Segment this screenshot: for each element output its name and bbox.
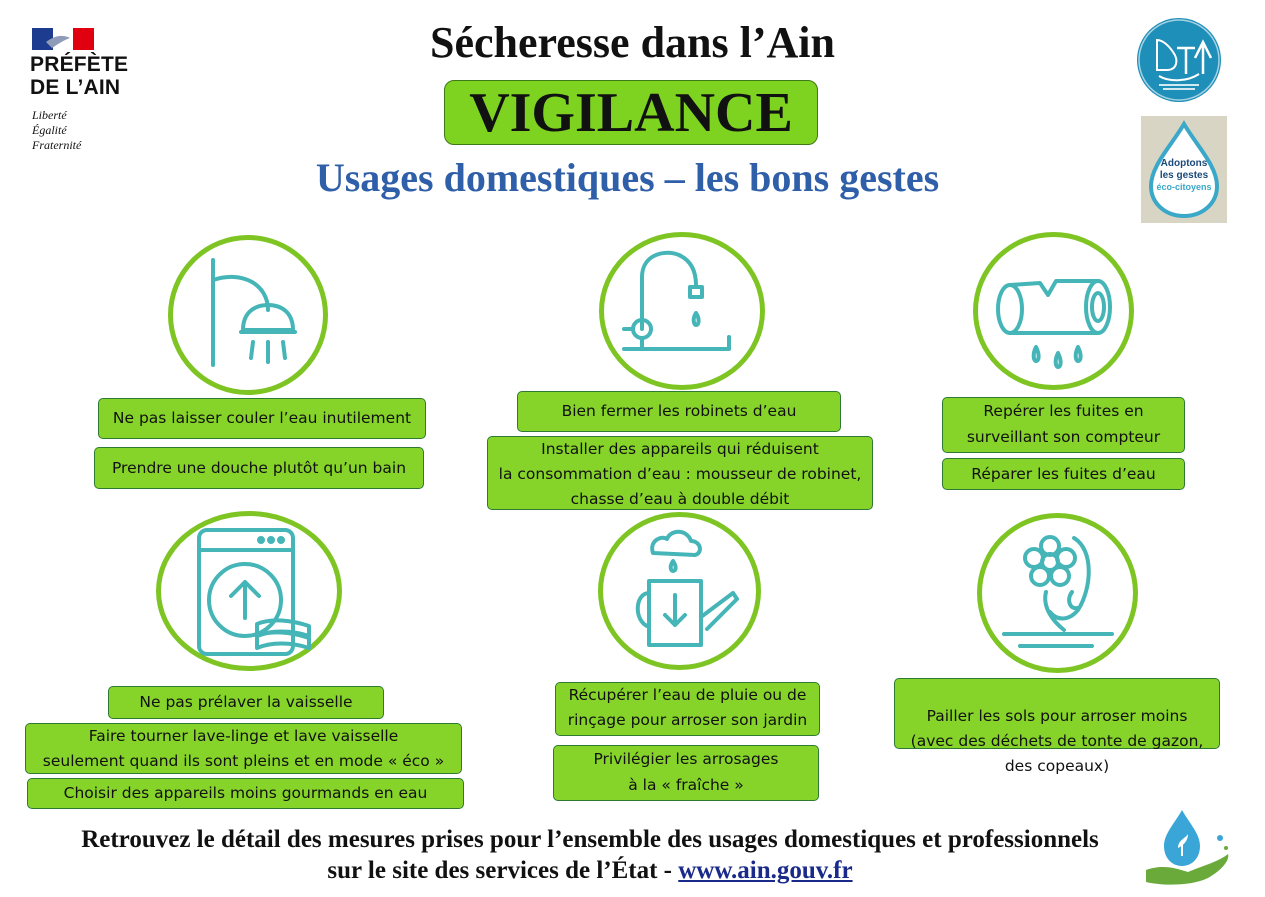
footer-line2-text: sur le site des services de l’État - bbox=[327, 857, 679, 884]
ddt-logo-icon bbox=[1137, 18, 1221, 102]
leaking-pipe-icon bbox=[973, 232, 1134, 390]
shower-icon bbox=[168, 235, 328, 395]
website-link[interactable]: www.ain.gouv.fr bbox=[678, 857, 853, 884]
page-subtitle: Usages domestiques – les bons gestes bbox=[315, 155, 940, 200]
tip-efficient-appliances: Choisir des appareils moins gourmands en eau bbox=[27, 778, 464, 809]
water-drop-hand-icon bbox=[1142, 808, 1236, 888]
motto-egalite: Égalité bbox=[32, 123, 67, 137]
water-drop-icon bbox=[1141, 116, 1227, 223]
prefecture-name-line2: DE L’AIN bbox=[30, 76, 121, 99]
tip-water-when-cool: Privilégier les arrosages à la « fraîche » bbox=[553, 745, 819, 801]
water-hand-logo bbox=[1142, 808, 1236, 888]
prefecture-name-line1: PRÉFÈTE bbox=[30, 53, 129, 76]
tip-close-taps: Bien fermer les robinets d’eau bbox=[517, 391, 841, 432]
faucet-icon bbox=[599, 232, 765, 390]
motto-liberte: Liberté bbox=[32, 108, 67, 122]
eco-logo-line1: Adoptons bbox=[1160, 158, 1208, 169]
washing-machine-icon bbox=[156, 511, 342, 671]
watering-can-icon bbox=[598, 512, 761, 670]
alert-level-badge: VIGILANCE bbox=[444, 80, 818, 145]
tip-repair-leaks: Réparer les fuites d’eau bbox=[942, 458, 1185, 490]
tip-detect-leaks: Repérer les fuites en surveillant son compteur bbox=[942, 397, 1185, 453]
eco-citizen-logo bbox=[1141, 116, 1227, 223]
tip-collect-rainwater: Récupérer l’eau de pluie ou de rinçage pour arroser son jardin bbox=[555, 682, 820, 736]
motto-fraternite: Fraternité bbox=[32, 138, 82, 152]
footer-line2 bbox=[0, 855, 1180, 886]
page-title: Sécheresse dans l’Ain bbox=[430, 18, 835, 67]
tip-mulch-soil-text: Pailler les sols pour arroser moins (avec des déchets de tonte de gazon, des copeaux) bbox=[910, 707, 1204, 775]
footer-text bbox=[0, 824, 1180, 886]
tip-mulch-soil bbox=[894, 678, 1220, 775]
footer-line1: Retrouvez le détail des mesures prises pour l’ensemble des usages domestiques et professionnels bbox=[81, 826, 1099, 853]
tip-no-running-water: Ne pas laisser couler l’eau inutilement bbox=[98, 398, 426, 439]
tip-shower-not-bath: Prendre une douche plutôt qu’un bain bbox=[94, 447, 424, 489]
eco-logo-line3: éco-citoyens bbox=[1156, 182, 1212, 192]
tip-install-saving-devices: Installer des appareils qui réduisent la consommation d’eau : mousseur de robinet, chasse d’eau à double débit bbox=[487, 436, 873, 510]
tip-no-prewash-dishes: Ne pas prélaver la vaisselle bbox=[108, 686, 384, 719]
ddt-logo bbox=[1137, 18, 1221, 102]
eco-logo-line2: les gestes bbox=[1159, 170, 1209, 181]
tip-full-loads-eco-mode: Faire tourner lave-linge et lave vaisselle seulement quand ils sont pleins et en mode « éco » bbox=[25, 723, 462, 774]
plant-mulch-icon bbox=[977, 513, 1138, 673]
